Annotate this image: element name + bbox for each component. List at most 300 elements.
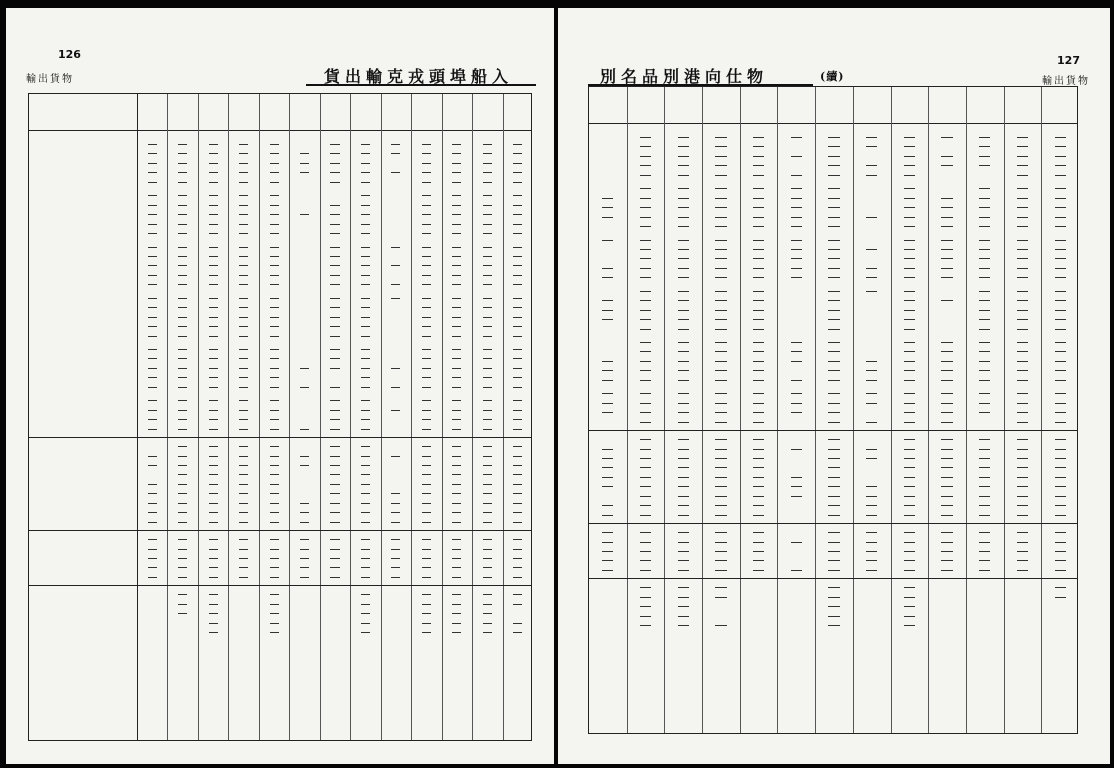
empty-dash bbox=[361, 358, 370, 359]
empty-dash bbox=[602, 268, 613, 269]
empty-dash bbox=[715, 226, 726, 227]
empty-dash bbox=[715, 560, 726, 561]
empty-dash bbox=[483, 549, 492, 550]
empty-dash bbox=[330, 144, 339, 145]
empty-dash bbox=[391, 265, 400, 266]
empty-dash bbox=[178, 265, 187, 266]
empty-dash bbox=[483, 256, 492, 257]
empty-dash bbox=[452, 577, 461, 578]
empty-dash bbox=[941, 496, 952, 497]
empty-dash bbox=[330, 368, 339, 369]
empty-dash bbox=[715, 403, 726, 404]
empty-dash bbox=[239, 265, 248, 266]
right-page bbox=[558, 8, 1110, 764]
empty-dash bbox=[828, 606, 839, 607]
empty-dash bbox=[361, 377, 370, 378]
empty-dash bbox=[1017, 477, 1028, 478]
empty-dash bbox=[640, 342, 651, 343]
empty-dash bbox=[715, 249, 726, 250]
empty-dash bbox=[239, 493, 248, 494]
empty-dash bbox=[452, 503, 461, 504]
empty-dash bbox=[828, 310, 839, 311]
empty-dash bbox=[513, 144, 522, 145]
empty-dash bbox=[866, 370, 877, 371]
empty-dash bbox=[239, 275, 248, 276]
empty-dash bbox=[678, 310, 689, 311]
empty-dash bbox=[1055, 226, 1066, 227]
empty-dash bbox=[361, 163, 370, 164]
empty-dash bbox=[866, 249, 877, 250]
empty-dash bbox=[178, 377, 187, 378]
empty-dash bbox=[361, 522, 370, 523]
empty-dash bbox=[422, 623, 431, 624]
page-number-right: 127 bbox=[1057, 54, 1080, 67]
empty-dash bbox=[452, 594, 461, 595]
empty-dash bbox=[391, 539, 400, 540]
empty-dash bbox=[270, 349, 279, 350]
empty-dash bbox=[753, 458, 764, 459]
empty-dash bbox=[513, 317, 522, 318]
empty-dash bbox=[178, 256, 187, 257]
empty-dash bbox=[828, 175, 839, 176]
empty-dash bbox=[513, 326, 522, 327]
empty-dash bbox=[330, 307, 339, 308]
empty-dash bbox=[452, 558, 461, 559]
empty-dash bbox=[828, 351, 839, 352]
empty-dash bbox=[866, 496, 877, 497]
empty-dash bbox=[513, 233, 522, 234]
empty-dash bbox=[791, 277, 802, 278]
empty-dash bbox=[422, 284, 431, 285]
empty-dash bbox=[422, 172, 431, 173]
empty-dash bbox=[753, 226, 764, 227]
empty-dash bbox=[1055, 300, 1066, 301]
empty-dash bbox=[452, 275, 461, 276]
empty-dash bbox=[239, 144, 248, 145]
empty-dash bbox=[753, 217, 764, 218]
empty-dash bbox=[239, 387, 248, 388]
empty-dash bbox=[1055, 249, 1066, 250]
empty-dash bbox=[904, 137, 915, 138]
empty-dash bbox=[791, 226, 802, 227]
empty-dash bbox=[361, 503, 370, 504]
empty-dash bbox=[209, 623, 218, 624]
empty-dash bbox=[941, 532, 952, 533]
empty-dash bbox=[678, 616, 689, 617]
empty-dash bbox=[1055, 277, 1066, 278]
empty-dash bbox=[715, 515, 726, 516]
empty-dash bbox=[1055, 342, 1066, 343]
empty-dash bbox=[330, 558, 339, 559]
empty-dash bbox=[1055, 361, 1066, 362]
empty-dash bbox=[791, 188, 802, 189]
empty-dash bbox=[678, 532, 689, 533]
empty-dash bbox=[361, 326, 370, 327]
empty-dash bbox=[483, 613, 492, 614]
empty-dash bbox=[602, 310, 613, 311]
empty-dash bbox=[422, 522, 431, 523]
empty-dash bbox=[678, 165, 689, 166]
empty-dash bbox=[941, 439, 952, 440]
empty-dash bbox=[866, 570, 877, 571]
empty-dash bbox=[678, 268, 689, 269]
empty-dash bbox=[1055, 217, 1066, 218]
empty-dash bbox=[715, 505, 726, 506]
empty-dash bbox=[979, 258, 990, 259]
empty-dash bbox=[828, 449, 839, 450]
empty-dash bbox=[300, 549, 309, 550]
empty-dash bbox=[361, 144, 370, 145]
col-divider bbox=[442, 94, 443, 740]
empty-dash bbox=[513, 400, 522, 401]
empty-dash bbox=[791, 207, 802, 208]
empty-dash bbox=[828, 137, 839, 138]
empty-dash bbox=[361, 265, 370, 266]
col-divider bbox=[472, 94, 473, 740]
empty-dash bbox=[391, 512, 400, 513]
empty-dash bbox=[178, 429, 187, 430]
empty-dash bbox=[828, 329, 839, 330]
empty-dash bbox=[513, 153, 522, 154]
empty-dash bbox=[178, 195, 187, 196]
empty-dash bbox=[452, 153, 461, 154]
empty-dash bbox=[452, 358, 461, 359]
empty-dash bbox=[904, 625, 915, 626]
empty-dash bbox=[678, 515, 689, 516]
empty-dash bbox=[941, 422, 952, 423]
empty-dash bbox=[148, 163, 157, 164]
empty-dash bbox=[941, 249, 952, 250]
empty-dash bbox=[1055, 310, 1066, 311]
empty-dash bbox=[452, 474, 461, 475]
empty-dash bbox=[483, 233, 492, 234]
empty-dash bbox=[904, 403, 915, 404]
empty-dash bbox=[422, 465, 431, 466]
empty-dash bbox=[361, 284, 370, 285]
empty-dash bbox=[330, 214, 339, 215]
empty-dash bbox=[239, 419, 248, 420]
empty-dash bbox=[483, 577, 492, 578]
empty-dash bbox=[330, 336, 339, 337]
empty-dash bbox=[602, 207, 613, 208]
empty-dash bbox=[330, 298, 339, 299]
empty-dash bbox=[270, 429, 279, 430]
empty-dash bbox=[640, 277, 651, 278]
empty-dash bbox=[941, 403, 952, 404]
empty-dash bbox=[209, 613, 218, 614]
col-divider bbox=[777, 87, 778, 733]
empty-dash bbox=[753, 486, 764, 487]
empty-dash bbox=[209, 419, 218, 420]
empty-dash bbox=[239, 539, 248, 540]
empty-dash bbox=[148, 512, 157, 513]
empty-dash bbox=[270, 224, 279, 225]
empty-dash bbox=[828, 370, 839, 371]
empty-dash bbox=[452, 377, 461, 378]
empty-dash bbox=[239, 247, 248, 248]
empty-dash bbox=[483, 326, 492, 327]
empty-dash bbox=[602, 532, 613, 533]
empty-dash bbox=[361, 613, 370, 614]
empty-dash bbox=[513, 195, 522, 196]
empty-dash bbox=[178, 368, 187, 369]
empty-dash bbox=[866, 146, 877, 147]
empty-dash bbox=[979, 226, 990, 227]
empty-dash bbox=[178, 298, 187, 299]
empty-dash bbox=[904, 597, 915, 598]
empty-dash bbox=[828, 458, 839, 459]
empty-dash bbox=[483, 429, 492, 430]
empty-dash bbox=[753, 240, 764, 241]
empty-dash bbox=[209, 256, 218, 257]
empty-dash bbox=[148, 368, 157, 369]
empty-dash bbox=[330, 153, 339, 154]
empty-dash bbox=[270, 623, 279, 624]
empty-dash bbox=[753, 175, 764, 176]
empty-dash bbox=[753, 342, 764, 343]
empty-dash bbox=[828, 291, 839, 292]
empty-dash bbox=[979, 515, 990, 516]
empty-dash bbox=[330, 205, 339, 206]
empty-dash bbox=[715, 551, 726, 552]
empty-dash bbox=[866, 403, 877, 404]
empty-dash bbox=[483, 349, 492, 350]
empty-dash bbox=[209, 153, 218, 154]
empty-dash bbox=[904, 449, 915, 450]
empty-dash bbox=[178, 613, 187, 614]
empty-dash bbox=[753, 277, 764, 278]
empty-dash bbox=[640, 268, 651, 269]
empty-dash bbox=[148, 465, 157, 466]
empty-dash bbox=[791, 240, 802, 241]
empty-dash bbox=[422, 163, 431, 164]
empty-dash bbox=[941, 198, 952, 199]
empty-dash bbox=[209, 265, 218, 266]
empty-dash bbox=[270, 284, 279, 285]
empty-dash bbox=[1017, 361, 1028, 362]
empty-dash bbox=[1055, 505, 1066, 506]
empty-dash bbox=[148, 493, 157, 494]
empty-dash bbox=[640, 188, 651, 189]
empty-dash bbox=[513, 307, 522, 308]
empty-dash bbox=[391, 153, 400, 154]
empty-dash bbox=[209, 446, 218, 447]
empty-dash bbox=[602, 370, 613, 371]
empty-dash bbox=[602, 560, 613, 561]
empty-dash bbox=[904, 291, 915, 292]
empty-dash bbox=[513, 503, 522, 504]
empty-dash bbox=[979, 146, 990, 147]
empty-dash bbox=[178, 493, 187, 494]
empty-dash bbox=[148, 400, 157, 401]
empty-dash bbox=[828, 560, 839, 561]
empty-dash bbox=[422, 558, 431, 559]
empty-dash bbox=[270, 233, 279, 234]
empty-dash bbox=[178, 549, 187, 550]
empty-dash bbox=[753, 188, 764, 189]
empty-dash bbox=[483, 336, 492, 337]
empty-dash bbox=[1017, 319, 1028, 320]
empty-dash bbox=[452, 195, 461, 196]
empty-dash bbox=[483, 358, 492, 359]
empty-dash bbox=[148, 284, 157, 285]
empty-dash bbox=[640, 165, 651, 166]
empty-dash bbox=[979, 310, 990, 311]
header-small-right: 輸出貨物 bbox=[1042, 76, 1090, 87]
empty-dash bbox=[148, 256, 157, 257]
empty-dash bbox=[209, 247, 218, 248]
empty-dash bbox=[300, 522, 309, 523]
empty-dash bbox=[904, 146, 915, 147]
empty-dash bbox=[361, 182, 370, 183]
empty-dash bbox=[148, 172, 157, 173]
empty-dash bbox=[270, 336, 279, 337]
empty-dash bbox=[209, 144, 218, 145]
empty-dash bbox=[640, 370, 651, 371]
empty-dash bbox=[791, 342, 802, 343]
empty-dash bbox=[715, 380, 726, 381]
empty-dash bbox=[904, 319, 915, 320]
empty-dash bbox=[678, 175, 689, 176]
empty-dash bbox=[640, 207, 651, 208]
empty-dash bbox=[1055, 137, 1066, 138]
empty-dash bbox=[941, 370, 952, 371]
empty-dash bbox=[979, 486, 990, 487]
empty-dash bbox=[270, 549, 279, 550]
empty-dash bbox=[513, 549, 522, 550]
empty-dash bbox=[678, 570, 689, 571]
empty-dash bbox=[904, 467, 915, 468]
empty-dash bbox=[148, 233, 157, 234]
empty-dash bbox=[866, 165, 877, 166]
empty-dash bbox=[330, 522, 339, 523]
empty-dash bbox=[715, 175, 726, 176]
empty-dash bbox=[941, 268, 952, 269]
empty-dash bbox=[640, 560, 651, 561]
empty-dash bbox=[828, 198, 839, 199]
empty-dash bbox=[753, 361, 764, 362]
empty-dash bbox=[678, 351, 689, 352]
empty-dash bbox=[239, 214, 248, 215]
empty-dash bbox=[753, 198, 764, 199]
empty-dash bbox=[300, 558, 309, 559]
empty-dash bbox=[640, 412, 651, 413]
empty-dash bbox=[209, 163, 218, 164]
empty-dash bbox=[791, 217, 802, 218]
empty-dash bbox=[979, 300, 990, 301]
empty-dash bbox=[422, 224, 431, 225]
empty-dash bbox=[678, 319, 689, 320]
empty-dash bbox=[178, 387, 187, 388]
empty-dash bbox=[866, 505, 877, 506]
empty-dash bbox=[361, 512, 370, 513]
empty-dash bbox=[483, 567, 492, 568]
empty-dash bbox=[330, 567, 339, 568]
empty-dash bbox=[209, 474, 218, 475]
empty-dash bbox=[209, 205, 218, 206]
empty-dash bbox=[513, 594, 522, 595]
empty-dash bbox=[209, 604, 218, 605]
empty-dash bbox=[602, 198, 613, 199]
empty-dash bbox=[178, 465, 187, 466]
empty-dash bbox=[791, 268, 802, 269]
empty-dash bbox=[602, 412, 613, 413]
empty-dash bbox=[904, 606, 915, 607]
empty-dash bbox=[361, 465, 370, 466]
empty-dash bbox=[828, 240, 839, 241]
empty-dash bbox=[904, 268, 915, 269]
empty-dash bbox=[828, 277, 839, 278]
empty-dash bbox=[209, 400, 218, 401]
empty-dash bbox=[391, 493, 400, 494]
empty-dash bbox=[640, 300, 651, 301]
empty-dash bbox=[1055, 165, 1066, 166]
empty-dash bbox=[178, 214, 187, 215]
empty-dash bbox=[422, 419, 431, 420]
empty-dash bbox=[678, 477, 689, 478]
empty-dash bbox=[941, 165, 952, 166]
empty-dash bbox=[640, 310, 651, 311]
empty-dash bbox=[178, 307, 187, 308]
empty-dash bbox=[904, 329, 915, 330]
empty-dash bbox=[178, 503, 187, 504]
empty-dash bbox=[640, 156, 651, 157]
empty-dash bbox=[904, 616, 915, 617]
empty-dash bbox=[602, 380, 613, 381]
empty-dash bbox=[640, 403, 651, 404]
empty-dash bbox=[209, 182, 218, 183]
empty-dash bbox=[979, 207, 990, 208]
empty-dash bbox=[715, 146, 726, 147]
empty-dash bbox=[941, 393, 952, 394]
empty-dash bbox=[904, 380, 915, 381]
empty-dash bbox=[941, 477, 952, 478]
empty-dash bbox=[330, 275, 339, 276]
empty-dash bbox=[753, 560, 764, 561]
empty-dash bbox=[239, 195, 248, 196]
empty-dash bbox=[361, 233, 370, 234]
empty-dash bbox=[753, 258, 764, 259]
empty-dash bbox=[1055, 587, 1066, 588]
empty-dash bbox=[715, 422, 726, 423]
empty-dash bbox=[602, 515, 613, 516]
empty-dash bbox=[422, 446, 431, 447]
empty-dash bbox=[148, 307, 157, 308]
empty-dash bbox=[513, 446, 522, 447]
empty-dash bbox=[148, 195, 157, 196]
empty-dash bbox=[678, 449, 689, 450]
empty-dash bbox=[753, 496, 764, 497]
empty-dash bbox=[391, 503, 400, 504]
empty-dash bbox=[513, 429, 522, 430]
empty-dash bbox=[715, 477, 726, 478]
empty-dash bbox=[513, 410, 522, 411]
empty-dash bbox=[483, 594, 492, 595]
empty-dash bbox=[904, 496, 915, 497]
empty-dash bbox=[209, 224, 218, 225]
empty-dash bbox=[178, 336, 187, 337]
empty-dash bbox=[753, 156, 764, 157]
col-divider-label bbox=[137, 94, 138, 740]
empty-dash bbox=[791, 361, 802, 362]
empty-dash bbox=[422, 182, 431, 183]
empty-dash bbox=[270, 265, 279, 266]
empty-dash bbox=[209, 522, 218, 523]
empty-dash bbox=[979, 505, 990, 506]
empty-dash bbox=[1017, 310, 1028, 311]
empty-dash bbox=[715, 198, 726, 199]
empty-dash bbox=[753, 412, 764, 413]
